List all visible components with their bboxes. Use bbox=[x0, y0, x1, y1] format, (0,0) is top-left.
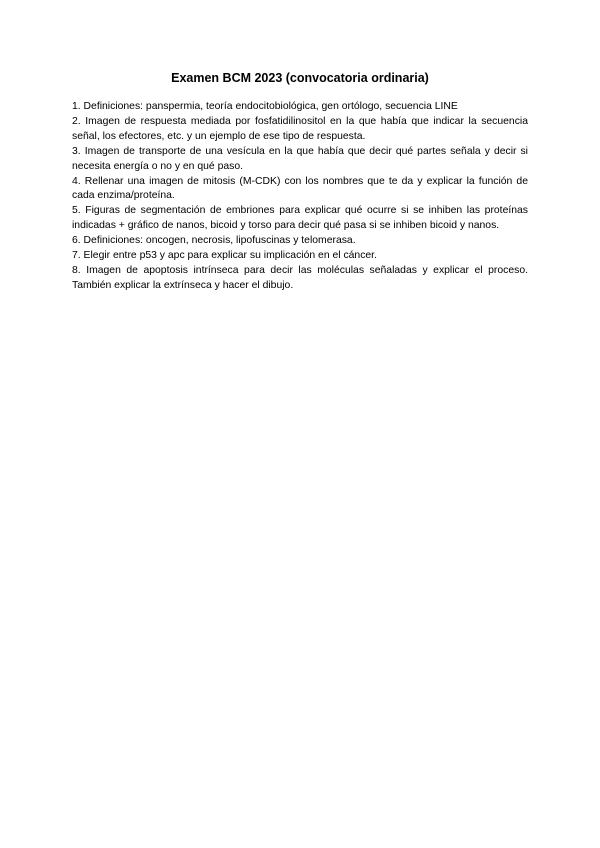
question-item-6: 6. Definiciones: oncogen, necrosis, lipofuscinas y telomerasa. bbox=[72, 235, 356, 247]
question-item-4: 4. Rellenar una imagen de mitosis (M-CDK) con los nombres que te da y explicar la función de cada enzima/proteína. bbox=[72, 175, 528, 202]
question-item-7: 7. Elegir entre p53 y apc para explicar su implicación en el cáncer. bbox=[72, 250, 377, 262]
question-item-3: 3. Imagen de transporte de una vesícula en la que había que decir qué partes señala y decir si necesita energía o no y en qué paso. bbox=[72, 145, 528, 172]
question-item-5: 5. Figuras de segmentación de embriones para explicar qué ocurre si se inhiben las proteínas indicadas + gráfico de nanos, bicoid y torso para decir qué pasa si se inhiben bicoid y nanos. bbox=[72, 205, 528, 232]
document-title: Examen BCM 2023 (convocatoria ordinaria) bbox=[171, 71, 429, 85]
question-list bbox=[72, 100, 528, 294]
question-item-8: 8. Imagen de apoptosis intrínseca para decir las moléculas señaladas y explicar el proceso. También explicar la extrínseca y hacer el dibujo. bbox=[72, 264, 528, 291]
question-item-1: 1. Definiciones: panspermia, teoría endocitobiológica, gen ortólogo, secuencia LINE bbox=[72, 101, 458, 112]
question-item-2: 2. Imagen de respuesta mediada por fosfatidilinositol en la que había que indicar la secuencia señal, los efectores, etc. y un ejemplo de ese tipo de respuesta. bbox=[72, 115, 528, 142]
